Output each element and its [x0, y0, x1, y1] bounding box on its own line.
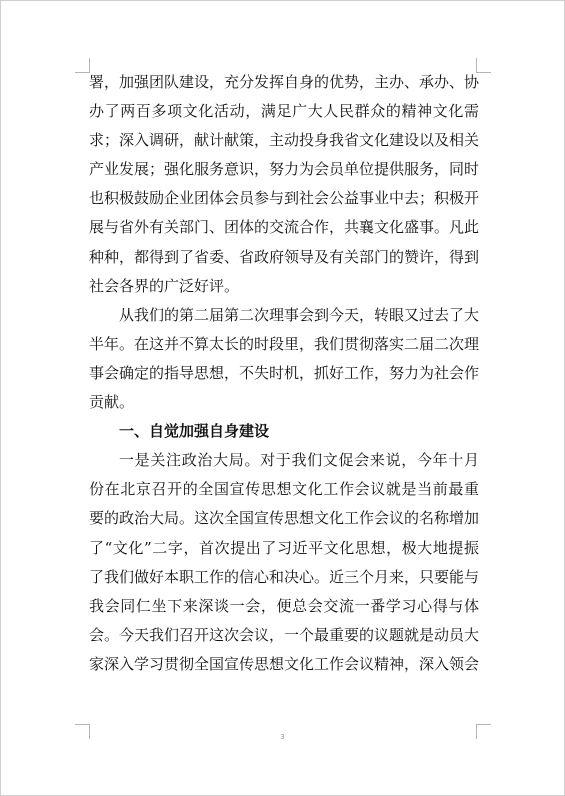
- text-line: 要的政治大局。这次全国宣传思想文化工作会议的名称增加: [89, 509, 480, 528]
- text-line: 产业发展；强化服务意识，努力为会员单位提供服务，同时: [89, 160, 480, 179]
- paragraph: [89, 446, 479, 679]
- paragraph: [89, 301, 479, 417]
- text-line: 也积极鼓励企业团体会员参与到社会公益事业中去；积极开: [89, 189, 480, 208]
- text-line: 社会各界的广泛好评。: [89, 276, 240, 295]
- text-line: 展与省外有关部门、团体的交流合作，共襄文化盛事。凡此: [89, 218, 480, 237]
- text-line: 家深入学习贯彻全国宣传思想文化工作会议精神，深入领会: [89, 654, 480, 673]
- page-number: 3: [280, 733, 285, 741]
- text-line: 我会同仁坐下来深谈一会，便总会交流一番学习心得与体: [89, 596, 479, 615]
- text-line: 办了两百多项文化活动，满足广大人民群众的精神文化需: [89, 102, 479, 121]
- text-line: 了我们做好本职工作的信心和决心。近三个月来，只要能与: [89, 567, 480, 586]
- paragraph: [89, 68, 479, 301]
- section-heading: [89, 417, 479, 446]
- text-line: 求；深入调研，献计献策，主动投身我省文化建设以及相关: [89, 131, 480, 150]
- text-line: 了“文化”二字，首次提出了习近平文化思想，极大地提振: [89, 538, 479, 557]
- text-line: 事会确定的指导思想，不失时机，抓好工作，努力为社会作: [89, 363, 480, 382]
- text-line: 半年。在这并不算太长的时段里，我们贯彻落实二届二次理: [89, 334, 480, 353]
- text-line: 署，加强团队建设，充分发挥自身的优势，主办、承办、协: [89, 73, 480, 91]
- text-line: 会。今天我们召开这次会议，一个最重要的议题就是动员大: [89, 625, 480, 644]
- text-line: 一是关注政治大局。对于我们文促会来说，今年十月: [119, 451, 479, 470]
- text-line: 份在北京召开的全国宣传思想文化工作会议就是当前最重: [89, 480, 479, 499]
- heading-text: 一、自觉加强自身建设: [119, 422, 270, 441]
- text-line: 贡献。: [89, 393, 135, 412]
- crop-mark-top-left: [75, 58, 90, 73]
- text-line: 从我们的第二届第二次理事会到今天，转眼又过去了大: [119, 305, 480, 324]
- text-line: 种种，都得到了省委、省政府领导及有关部门的赞许，得到: [89, 247, 480, 266]
- document-body: [89, 68, 479, 679]
